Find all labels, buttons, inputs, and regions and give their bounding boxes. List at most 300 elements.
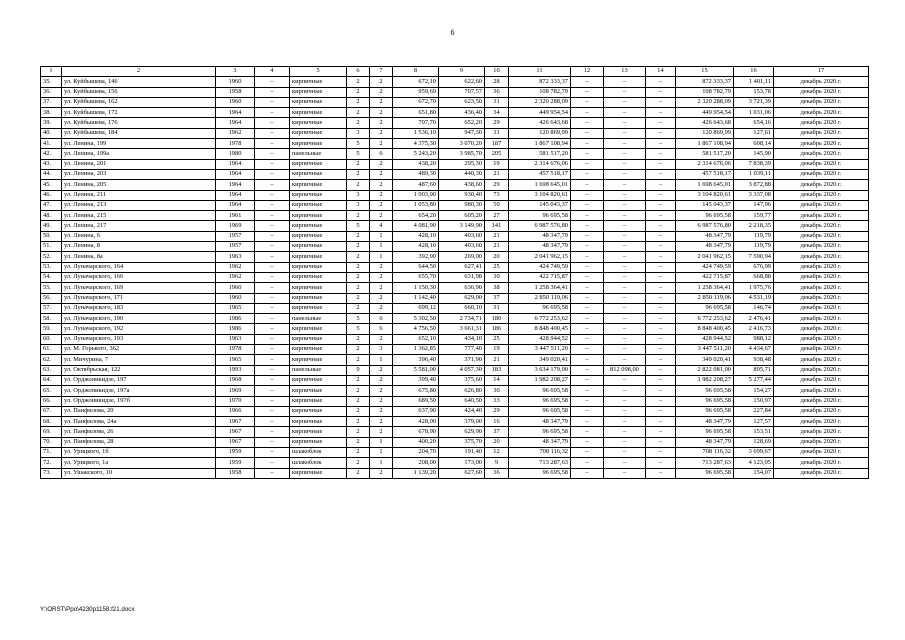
table-cell: ул. Ленина, 201 — [62, 159, 216, 169]
table-cell: 60. — [41, 334, 62, 344]
table-cell: 2 — [370, 87, 393, 97]
table-cell: ул. Октябрьская, 122 — [62, 365, 216, 375]
table-cell: 3 — [347, 190, 370, 200]
table-cell: 21 — [485, 355, 509, 365]
table-cell: кирпичные — [290, 128, 347, 138]
table-cell: – — [646, 406, 676, 416]
table-cell: – — [646, 231, 676, 241]
table-cell: ул. Куйбышева, 156 — [62, 87, 216, 97]
table-cell: 96 695,58 — [509, 396, 571, 406]
table-cell: декабрь 2020 г. — [774, 334, 869, 344]
table-cell: 2 041 962,15 — [676, 252, 734, 262]
table-cell: 4 531,19 — [734, 293, 774, 303]
table-cell: 654,16 — [734, 118, 774, 128]
table-cell: ул. Луначарского, 164 — [62, 262, 216, 272]
table-cell: – — [255, 149, 290, 159]
table-cell: декабрь 2020 г. — [774, 262, 869, 272]
table-cell: 96 695,58 — [676, 468, 734, 478]
table-cell: 70. — [41, 437, 62, 447]
table-cell: 375,70 — [439, 437, 485, 447]
column-number-header: 15 — [676, 67, 734, 77]
table-cell: – — [646, 262, 676, 272]
table-cell: 689,50 — [393, 396, 439, 406]
table-cell: 2 — [347, 396, 370, 406]
table-cell: 2 476,41 — [734, 314, 774, 324]
table-cell: 108 782,79 — [676, 87, 734, 97]
table-cell: 5 243,20 — [393, 149, 439, 159]
table-cell: 1958 — [216, 87, 255, 97]
table-cell: 3 634 179,00 — [509, 365, 571, 375]
table-cell: – — [255, 108, 290, 118]
table-cell: 2 — [370, 365, 393, 375]
table-cell: 2 — [347, 375, 370, 385]
table-cell: декабрь 2020 г. — [774, 375, 869, 385]
table-cell: 14 — [485, 375, 509, 385]
table-cell: 204,70 — [393, 447, 439, 457]
table-cell: декабрь 2020 г. — [774, 139, 869, 149]
table-cell: 20 — [485, 437, 509, 447]
table-cell: кирпичные — [290, 283, 347, 293]
table-cell: 629,00 — [439, 293, 485, 303]
table-cell: 655,70 — [393, 272, 439, 282]
table-cell: 227,84 — [734, 406, 774, 416]
table-cell: – — [255, 437, 290, 447]
table-cell: 1 258 364,41 — [509, 283, 571, 293]
table-cell: 2 — [370, 262, 393, 272]
table-cell: – — [571, 468, 604, 478]
table-cell: – — [571, 221, 604, 231]
table-cell: кирпичные — [290, 375, 347, 385]
table-cell: 5 — [347, 314, 370, 324]
table-cell: 2 320 288,09 — [509, 97, 571, 107]
table-cell: – — [255, 468, 290, 478]
table-cell: – — [646, 303, 676, 313]
table-cell: 708 116,32 — [676, 447, 734, 457]
table-cell: 428,00 — [393, 417, 439, 427]
table-cell: 31 — [485, 128, 509, 138]
table-cell: декабрь 2020 г. — [774, 108, 869, 118]
table-cell: 2 320 288,09 — [676, 97, 734, 107]
table-cell: 31 — [485, 97, 509, 107]
table-cell: – — [571, 77, 604, 87]
table-cell: 30 — [485, 386, 509, 396]
table-cell: – — [571, 314, 604, 324]
table-row — [41, 447, 869, 457]
table-cell: декабрь 2020 г. — [774, 242, 869, 252]
table-cell: – — [604, 169, 646, 179]
table-cell: 959,69 — [393, 87, 439, 97]
table-cell: 2 — [347, 159, 370, 169]
table-cell: декабрь 2020 г. — [774, 437, 869, 447]
table-cell: панельные — [290, 365, 347, 375]
table-cell: 708 116,32 — [509, 447, 571, 457]
table-cell: 6 — [370, 324, 393, 334]
table-cell: – — [255, 314, 290, 324]
table-cell: – — [604, 262, 646, 272]
table-cell: 1 982 208,27 — [676, 375, 734, 385]
table-cell: 392,90 — [393, 252, 439, 262]
table-cell: 1 003,90 — [393, 190, 439, 200]
table-cell: 699,12 — [393, 303, 439, 313]
table-cell: 6 — [370, 149, 393, 159]
table-cell: – — [646, 211, 676, 221]
table-cell: 295,30 — [439, 159, 485, 169]
table-row — [41, 97, 869, 107]
table-cell: 623,50 — [439, 97, 485, 107]
column-number-header: 6 — [347, 67, 370, 77]
table-cell: 434,10 — [439, 334, 485, 344]
table-cell: 48 347,79 — [509, 231, 571, 241]
table-cell: 128,69 — [734, 437, 774, 447]
table-cell: 2 — [347, 118, 370, 128]
table-cell: 947,30 — [439, 128, 485, 138]
table-cell: – — [604, 468, 646, 478]
table-cell: 50. — [41, 231, 62, 241]
table-cell: – — [255, 345, 290, 355]
table-cell: 5 277,44 — [734, 375, 774, 385]
table-cell: 2 — [347, 406, 370, 416]
table-cell: декабрь 2020 г. — [774, 149, 869, 159]
table-cell: 2 — [370, 200, 393, 210]
table-cell: 2 — [370, 293, 393, 303]
table-row — [41, 211, 869, 221]
table-cell: – — [646, 149, 676, 159]
table-cell: 127,61 — [734, 128, 774, 138]
table-cell: 2 850 119,06 — [676, 293, 734, 303]
table-cell: – — [646, 396, 676, 406]
table-cell: – — [255, 396, 290, 406]
table-row — [41, 190, 869, 200]
table-cell: 159,77 — [734, 211, 774, 221]
table-cell: 1986 — [216, 314, 255, 324]
table-cell: – — [255, 417, 290, 427]
table-cell: 1964 — [216, 180, 255, 190]
table-cell: 6 987 576,80 — [509, 221, 571, 231]
table-cell: 1 362,85 — [393, 345, 439, 355]
table-cell: 52. — [41, 252, 62, 262]
table-cell: кирпичные — [290, 77, 347, 87]
table-cell: – — [255, 169, 290, 179]
table-cell: 403,60 — [439, 242, 485, 252]
table-cell: – — [604, 437, 646, 447]
table-cell: 3 872,88 — [734, 180, 774, 190]
table-cell: 3 699,67 — [734, 447, 774, 457]
table-cell: 1964 — [216, 108, 255, 118]
table-cell: ул. М. Горького, 362 — [62, 345, 216, 355]
table-cell: 2 — [347, 303, 370, 313]
table-cell: – — [646, 417, 676, 427]
table-cell: 55. — [41, 283, 62, 293]
table-cell: ул. Куйбышева, 146 — [62, 77, 216, 87]
table-cell: декабрь 2020 г. — [774, 97, 869, 107]
table-cell: – — [646, 159, 676, 169]
table-cell: 3 337,08 — [734, 190, 774, 200]
table-cell: 269,00 — [439, 252, 485, 262]
table-cell: 1970 — [216, 396, 255, 406]
table-cell: декабрь 2020 г. — [774, 365, 869, 375]
table-cell: 428 944,52 — [509, 334, 571, 344]
table-cell: 1 975,76 — [734, 283, 774, 293]
table-cell: – — [604, 118, 646, 128]
table-cell: – — [255, 324, 290, 334]
table-cell: 35. — [41, 77, 62, 87]
table-cell: 713 287,63 — [676, 458, 734, 468]
table-cell: – — [255, 87, 290, 97]
table-cell: – — [255, 128, 290, 138]
table-cell: 678,90 — [393, 427, 439, 437]
table-cell: 96 695,58 — [509, 303, 571, 313]
table-cell: 27 — [485, 211, 509, 221]
table-cell: 707,57 — [439, 87, 485, 97]
table-cell: 1964 — [216, 200, 255, 210]
table-cell: ул. Ушакского, 10 — [62, 468, 216, 478]
column-number-header: 11 — [509, 67, 571, 77]
table-cell: ул. Ленина, 215 — [62, 211, 216, 221]
table-cell: 1 — [370, 458, 393, 468]
table-cell: кирпичные — [290, 334, 347, 344]
table-cell: 34 — [485, 108, 509, 118]
table-cell: 2 — [347, 293, 370, 303]
table-cell: – — [604, 447, 646, 457]
table-cell: – — [646, 169, 676, 179]
table-cell: 30 — [485, 272, 509, 282]
table-cell: декабрь 2020 г. — [774, 190, 869, 200]
table-cell: – — [571, 396, 604, 406]
table-cell: – — [571, 293, 604, 303]
table-cell: 25 — [485, 334, 509, 344]
table-cell: 3 661,31 — [439, 324, 485, 334]
table-cell: кирпичные — [290, 303, 347, 313]
table-cell: 1 — [370, 231, 393, 241]
table-cell: – — [646, 314, 676, 324]
table-cell: ул. Панфилова, 28 — [62, 437, 216, 447]
table-cell: – — [255, 159, 290, 169]
table-cell: 3 149,90 — [439, 221, 485, 231]
table-cell: 1 867 108,94 — [509, 139, 571, 149]
table-cell: кирпичные — [290, 272, 347, 282]
table-cell: – — [571, 355, 604, 365]
table-cell: – — [604, 108, 646, 118]
table-cell: 2 — [370, 159, 393, 169]
table-cell: 21 — [485, 231, 509, 241]
table-cell: ул. Ленина, 8 — [62, 242, 216, 252]
table-cell: 2 — [347, 427, 370, 437]
table-cell: – — [646, 242, 676, 252]
table-cell: 2 822 081,00 — [676, 365, 734, 375]
table-cell: 48 347,79 — [509, 437, 571, 447]
table-cell: 426 643,68 — [676, 118, 734, 128]
table-cell: 487,60 — [393, 180, 439, 190]
table-cell: 2 — [347, 242, 370, 252]
table-cell: 48. — [41, 211, 62, 221]
table-cell: 3 104 820,61 — [509, 190, 571, 200]
table-cell: декабрь 2020 г. — [774, 159, 869, 169]
table-cell: 47. — [41, 200, 62, 210]
table-cell: 127,57 — [734, 417, 774, 427]
table-cell: 208,00 — [393, 458, 439, 468]
table-cell: 1967 — [216, 437, 255, 447]
table-cell: 581 517,20 — [509, 149, 571, 159]
table-cell: 4 057,30 — [439, 365, 485, 375]
table-cell: 2 — [370, 118, 393, 128]
table-cell: 872 333,37 — [676, 77, 734, 87]
table-cell: 426 643,68 — [509, 118, 571, 128]
table-cell: 707,70 — [393, 118, 439, 128]
header-row — [41, 67, 869, 77]
table-cell: кирпичные — [290, 262, 347, 272]
table-row — [41, 345, 869, 355]
table-cell: 438,20 — [393, 159, 439, 169]
table-cell: 1964 — [216, 169, 255, 179]
table-cell: 29 — [485, 406, 509, 416]
table-row — [41, 375, 869, 385]
table-cell: 19 — [485, 345, 509, 355]
table-cell: ул. Луначарского, 193 — [62, 334, 216, 344]
table-cell: – — [604, 190, 646, 200]
table-cell: кирпичные — [290, 252, 347, 262]
table-cell: – — [571, 334, 604, 344]
table-cell: кирпичные — [290, 293, 347, 303]
table-cell: – — [646, 345, 676, 355]
table-cell: ул. Ленина, 211 — [62, 190, 216, 200]
table-cell: 48 347,79 — [676, 242, 734, 252]
table-cell: – — [604, 427, 646, 437]
table-cell: ул. Луначарского, 166 — [62, 272, 216, 282]
table-cell: кирпичные — [290, 221, 347, 231]
table-cell: 4 — [370, 221, 393, 231]
table-cell: 4 756,50 — [393, 324, 439, 334]
column-number-header: 4 — [255, 67, 290, 77]
table-cell: 2 — [347, 355, 370, 365]
table-row — [41, 293, 869, 303]
table-cell: 1958 — [216, 468, 255, 478]
table-cell: – — [646, 77, 676, 87]
table-cell: – — [571, 345, 604, 355]
table-cell: – — [604, 97, 646, 107]
table-cell: декабрь 2020 г. — [774, 355, 869, 365]
table-cell: 41. — [41, 139, 62, 149]
table-cell: 4 434,67 — [734, 345, 774, 355]
table-cell: – — [571, 324, 604, 334]
table-cell: 1 401,11 — [734, 77, 774, 87]
table-cell: – — [646, 324, 676, 334]
table-cell: 8 848 400,45 — [676, 324, 734, 334]
table-cell: кирпичные — [290, 345, 347, 355]
table-cell: 2 — [347, 87, 370, 97]
column-number-header: 3 — [216, 67, 255, 77]
table-cell: – — [604, 334, 646, 344]
table-cell: декабрь 2020 г. — [774, 468, 869, 478]
table-cell: 65. — [41, 386, 62, 396]
column-number-header: 12 — [571, 67, 604, 77]
table-cell: 16 — [485, 417, 509, 427]
table-cell: 38. — [41, 108, 62, 118]
table-cell: 422 715,87 — [509, 272, 571, 282]
column-number-header: 7 — [370, 67, 393, 77]
table-cell: – — [646, 437, 676, 447]
table-cell: – — [604, 159, 646, 169]
table-cell: – — [604, 458, 646, 468]
table-row — [41, 437, 869, 447]
table-row — [41, 231, 869, 241]
table-cell: – — [571, 386, 604, 396]
table-cell: 872 333,37 — [509, 77, 571, 87]
table-cell: ул. Орджоникидзе, 197а — [62, 386, 216, 396]
table-cell: – — [646, 190, 676, 200]
table-cell: 428 944,52 — [676, 334, 734, 344]
table-cell: – — [604, 375, 646, 385]
table-cell: ул. Ленина, 6 — [62, 231, 216, 241]
table-cell: декабрь 2020 г. — [774, 87, 869, 97]
table-cell: ул. Куйбышева, 176 — [62, 118, 216, 128]
table-cell: – — [604, 211, 646, 221]
table-cell: 1 150,30 — [393, 283, 439, 293]
table-cell: – — [604, 77, 646, 87]
table-cell: кирпичные — [290, 159, 347, 169]
table-cell: 672,10 — [393, 77, 439, 87]
table-cell: 2 — [370, 77, 393, 87]
table-cell: 96 695,58 — [509, 468, 571, 478]
page-number: 6 — [450, 28, 455, 37]
table-cell: 1963 — [216, 252, 255, 262]
table-cell: 375,60 — [439, 375, 485, 385]
table-cell: 2 850 119,06 — [509, 293, 571, 303]
column-number-header: 1 — [41, 67, 62, 77]
table-cell: 2 — [370, 396, 393, 406]
table-cell: кирпичные — [290, 355, 347, 365]
table-cell: – — [646, 334, 676, 344]
table-cell: 489,30 — [393, 169, 439, 179]
table-cell: 3 447 511,20 — [676, 345, 734, 355]
table-cell: – — [571, 447, 604, 457]
table-cell: 1967 — [216, 427, 255, 437]
table-cell: 581 517,20 — [676, 149, 734, 159]
table-cell: – — [571, 231, 604, 241]
table-cell: 2 — [347, 447, 370, 457]
table-cell: – — [646, 221, 676, 231]
table-cell: ул. Орджоникидзе, 197б — [62, 396, 216, 406]
housing-repair-table — [40, 66, 869, 479]
column-number-header: 9 — [439, 67, 485, 77]
table-cell: 1957 — [216, 242, 255, 252]
table-cell: декабрь 2020 г. — [774, 200, 869, 210]
table-row — [41, 334, 869, 344]
table-cell: 1968 — [216, 375, 255, 385]
table-cell: 2 — [370, 375, 393, 385]
table-cell: декабрь 2020 г. — [774, 427, 869, 437]
table-cell: – — [646, 118, 676, 128]
table-cell: 43. — [41, 159, 62, 169]
table-cell: – — [571, 108, 604, 118]
table-cell: – — [604, 149, 646, 159]
table-cell: 2 — [370, 211, 393, 221]
table-cell: 186 — [485, 324, 509, 334]
table-cell: ул. Панфилова, 24а — [62, 417, 216, 427]
table-row — [41, 272, 869, 282]
table-cell: 21 — [485, 242, 509, 252]
table-cell: 2 — [370, 334, 393, 344]
table-cell: 191,40 — [439, 447, 485, 457]
table-row — [41, 303, 869, 313]
table-cell: 644,50 — [393, 262, 439, 272]
table-cell: 29 — [485, 118, 509, 128]
table-cell: декабрь 2020 г. — [774, 345, 869, 355]
table-cell: 119,79 — [734, 231, 774, 241]
table-cell: 1960 — [216, 293, 255, 303]
table-cell: – — [604, 345, 646, 355]
table-cell: 108 782,79 — [509, 87, 571, 97]
table-cell: 147,96 — [734, 200, 774, 210]
